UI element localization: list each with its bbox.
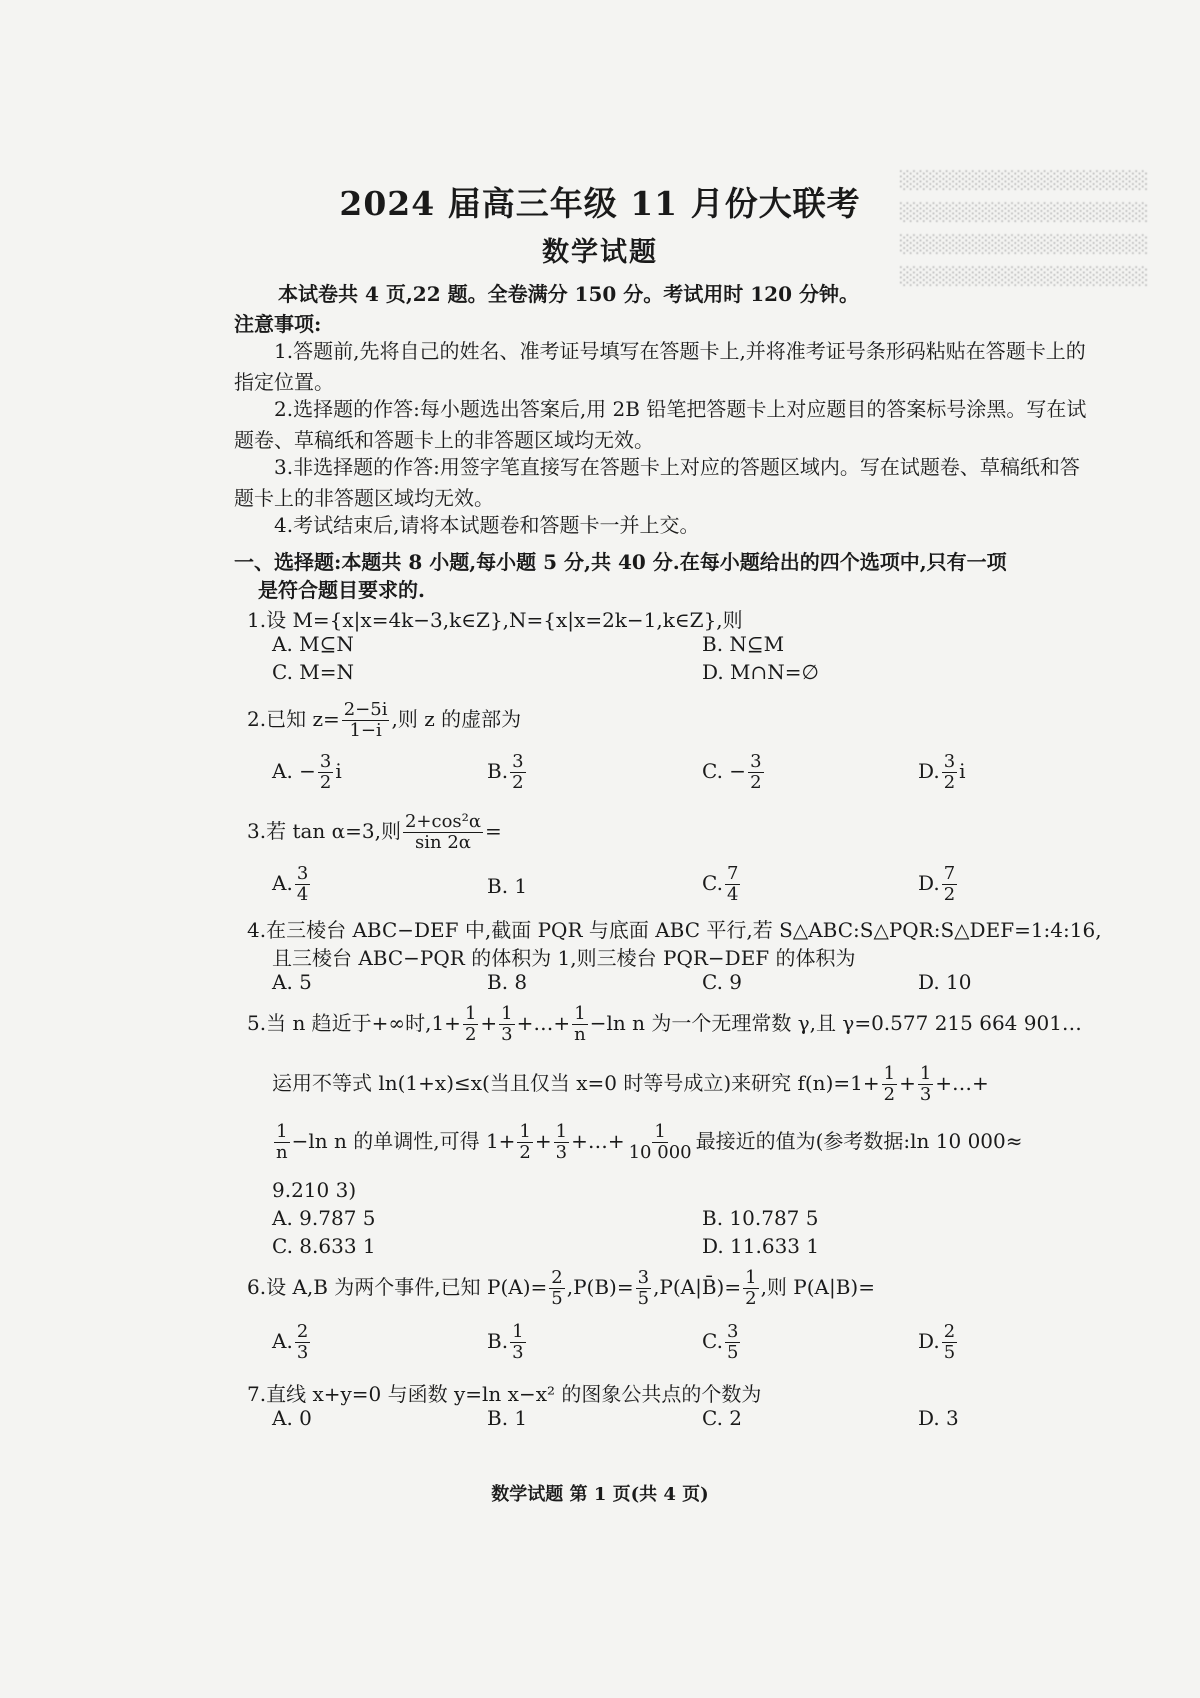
question-5-option-d: D. 11.633 1 [702, 1234, 820, 1258]
section1-line1: 一、选择题:本题共 8 小题,每小题 5 分,共 40 分.在每小题给出的四个选项中,只有一项 [234, 550, 1007, 574]
bleed-through-text: ░░░░░░░░░░░░░░░░░░░ ░░░░░░░░░░░░░░░░░░░ ░░░░░░░░░░░░░░░░░░░ ░░░░░░░░░░░░░░░░░░░ [900, 171, 1149, 287]
exam-info: 本试卷共 4 页,22 题。全卷满分 150 分。考试用时 120 分钟。 [278, 282, 859, 306]
question-1-option-d: D. M∩N=∅ [702, 660, 819, 684]
question-4-line1: 4.在三棱台 ABC−DEF 中,截面 PQR 与底面 ABC 平行,若 S△ABC:S△PQR:S△DEF=1:4:16, [247, 918, 1102, 942]
exam-title: 2024 届高三年级 11 月份大联考 [339, 184, 861, 223]
question-3-option-d: D. $\frac{7}{2}$ [918, 863, 956, 905]
question-2-option-c: C. − $\frac{3}{2}$ [702, 751, 762, 793]
section1-line2: 是符合题目要求的. [258, 578, 425, 602]
question-7-stem: 7.直线 x+y=0 与函数 y=ln x−x² 的图象公共点的个数为 [247, 1382, 762, 1406]
question-3-stem: 3.若 tan α=3,则 $\frac{\text{2+cos²α}}{\sin 2\alpha}$ = [247, 811, 502, 853]
notice-item-2: 2.选择题的作答:每小题选出答案后,用 2B 铅笔把答题卡上对应题目的答案标号涂黑。写在试题卷、草稿纸和答题卡上的非答题区域均无效。 [234, 397, 1087, 452]
notice-item-1: 1.答题前,先将自己的姓名、准考证号填写在答题卡上,并将准考证号条形码粘贴在答题卡上的指定位置。 [234, 339, 1086, 394]
question-4-option-d: D. 10 [918, 970, 972, 994]
question-7-option-d: D. 3 [918, 1406, 959, 1430]
question-5-line4: 9.210 3) [272, 1178, 357, 1202]
question-6-option-a: A. $\frac{2}{3}$ [272, 1321, 309, 1363]
question-2-fraction: $\frac{2-5i}{1-i}$ [343, 699, 388, 741]
notice-item-3: 3.非选择题的作答:用签字笔直接写在答题卡上对应的答题区域内。写在试题卷、草稿纸和答题卡上的非答题区域均无效。 [234, 455, 1080, 510]
question-5-option-b: B. 10.787 5 [702, 1206, 819, 1230]
question-7-option-c: C. 2 [702, 1406, 743, 1430]
exam-subtitle: 数学试题 [542, 237, 658, 268]
question-1-option-b: B. N⊆M [702, 632, 785, 656]
question-2-option-b: B. $\frac{3}{2}$ [487, 751, 524, 793]
question-1-option-c: C. M=N [272, 660, 355, 684]
question-2-option-d: D. $\frac{3}{2}$ i [918, 751, 966, 793]
question-6-stem: 6.设 A,B 为两个事件,已知 P(A)= $\frac{2}{5}$ ,P(B)= $\frac{3}{5}$ ,P(A|B̄)= $\frac{1}{2}$ ,则 P(A|B)= [247, 1267, 875, 1309]
question-5-line3: $\frac{1}{n}$ −ln n 的单调性,可得 1+ $\frac{1}{2}$ + $\frac{1}{3}$ +…+ $\frac{1}{10 000}$ 最接近的值为(参考数据:ln 10 000≈ [276, 1121, 1023, 1163]
question-3-option-b: B. 1 [487, 874, 528, 898]
question-3-option-c: C. $\frac{7}{4}$ [702, 863, 739, 905]
page-footer: 数学试题 第 1 页(共 4 页) [491, 1484, 709, 1505]
notice-heading: 注意事项: [234, 312, 322, 336]
question-1-option-a: A. M⊆N [272, 632, 354, 656]
question-6-option-b: B. $\frac{1}{3}$ [487, 1321, 524, 1363]
question-1-stem: 1.设 M={x|x=4k−3,k∈Z},N={x|x=2k−1,k∈Z},则 [247, 608, 743, 632]
question-2-stem: 2.已知 z= $\frac{2-5i}{1-i}$ ,则 z 的虚部为 [247, 699, 522, 741]
question-4-option-a: A. 5 [272, 970, 312, 994]
question-3-option-a: A. $\frac{3}{4}$ [272, 863, 309, 905]
notice-item-4: 4.考试结束后,请将本试题卷和答题卡一并上交。 [274, 513, 700, 537]
question-6-option-c: C. $\frac{3}{5}$ [702, 1321, 739, 1363]
question-7-option-b: B. 1 [487, 1406, 528, 1430]
question-5-option-c: C. 8.633 1 [272, 1234, 376, 1258]
question-5-line2: 运用不等式 ln(1+x)≤x(当且仅当 x=0 时等号成立)来研究 f(n)=1+ $\frac{1}{2}$ + $\frac{1}{3}$ +…+ [272, 1063, 989, 1105]
question-7-option-a: A. 0 [272, 1406, 312, 1430]
question-4-line2: 且三棱台 ABC−PQR 的体积为 1,则三棱台 PQR−DEF 的体积为 [272, 946, 856, 970]
question-4-option-c: C. 9 [702, 970, 743, 994]
question-2-option-a: A. − $\frac{3}{2}$ i [272, 751, 342, 793]
question-3-fraction: $\frac{\text{2+cos²α}}{\sin 2\alpha}$ [404, 811, 482, 853]
question-5-line1: 5.当 n 趋近于+∞时,1+ $\frac{1}{2}$ + $\frac{1}{3}$ +…+ $\frac{1}{n}$ −ln n 为一个无理常数 γ,且 γ=0.577 215 664 901… [247, 1003, 1082, 1045]
question-5-option-a: A. 9.787 5 [272, 1206, 376, 1230]
question-4-option-b: B. 8 [487, 970, 528, 994]
question-6-option-d: D. $\frac{2}{5}$ [918, 1321, 956, 1363]
